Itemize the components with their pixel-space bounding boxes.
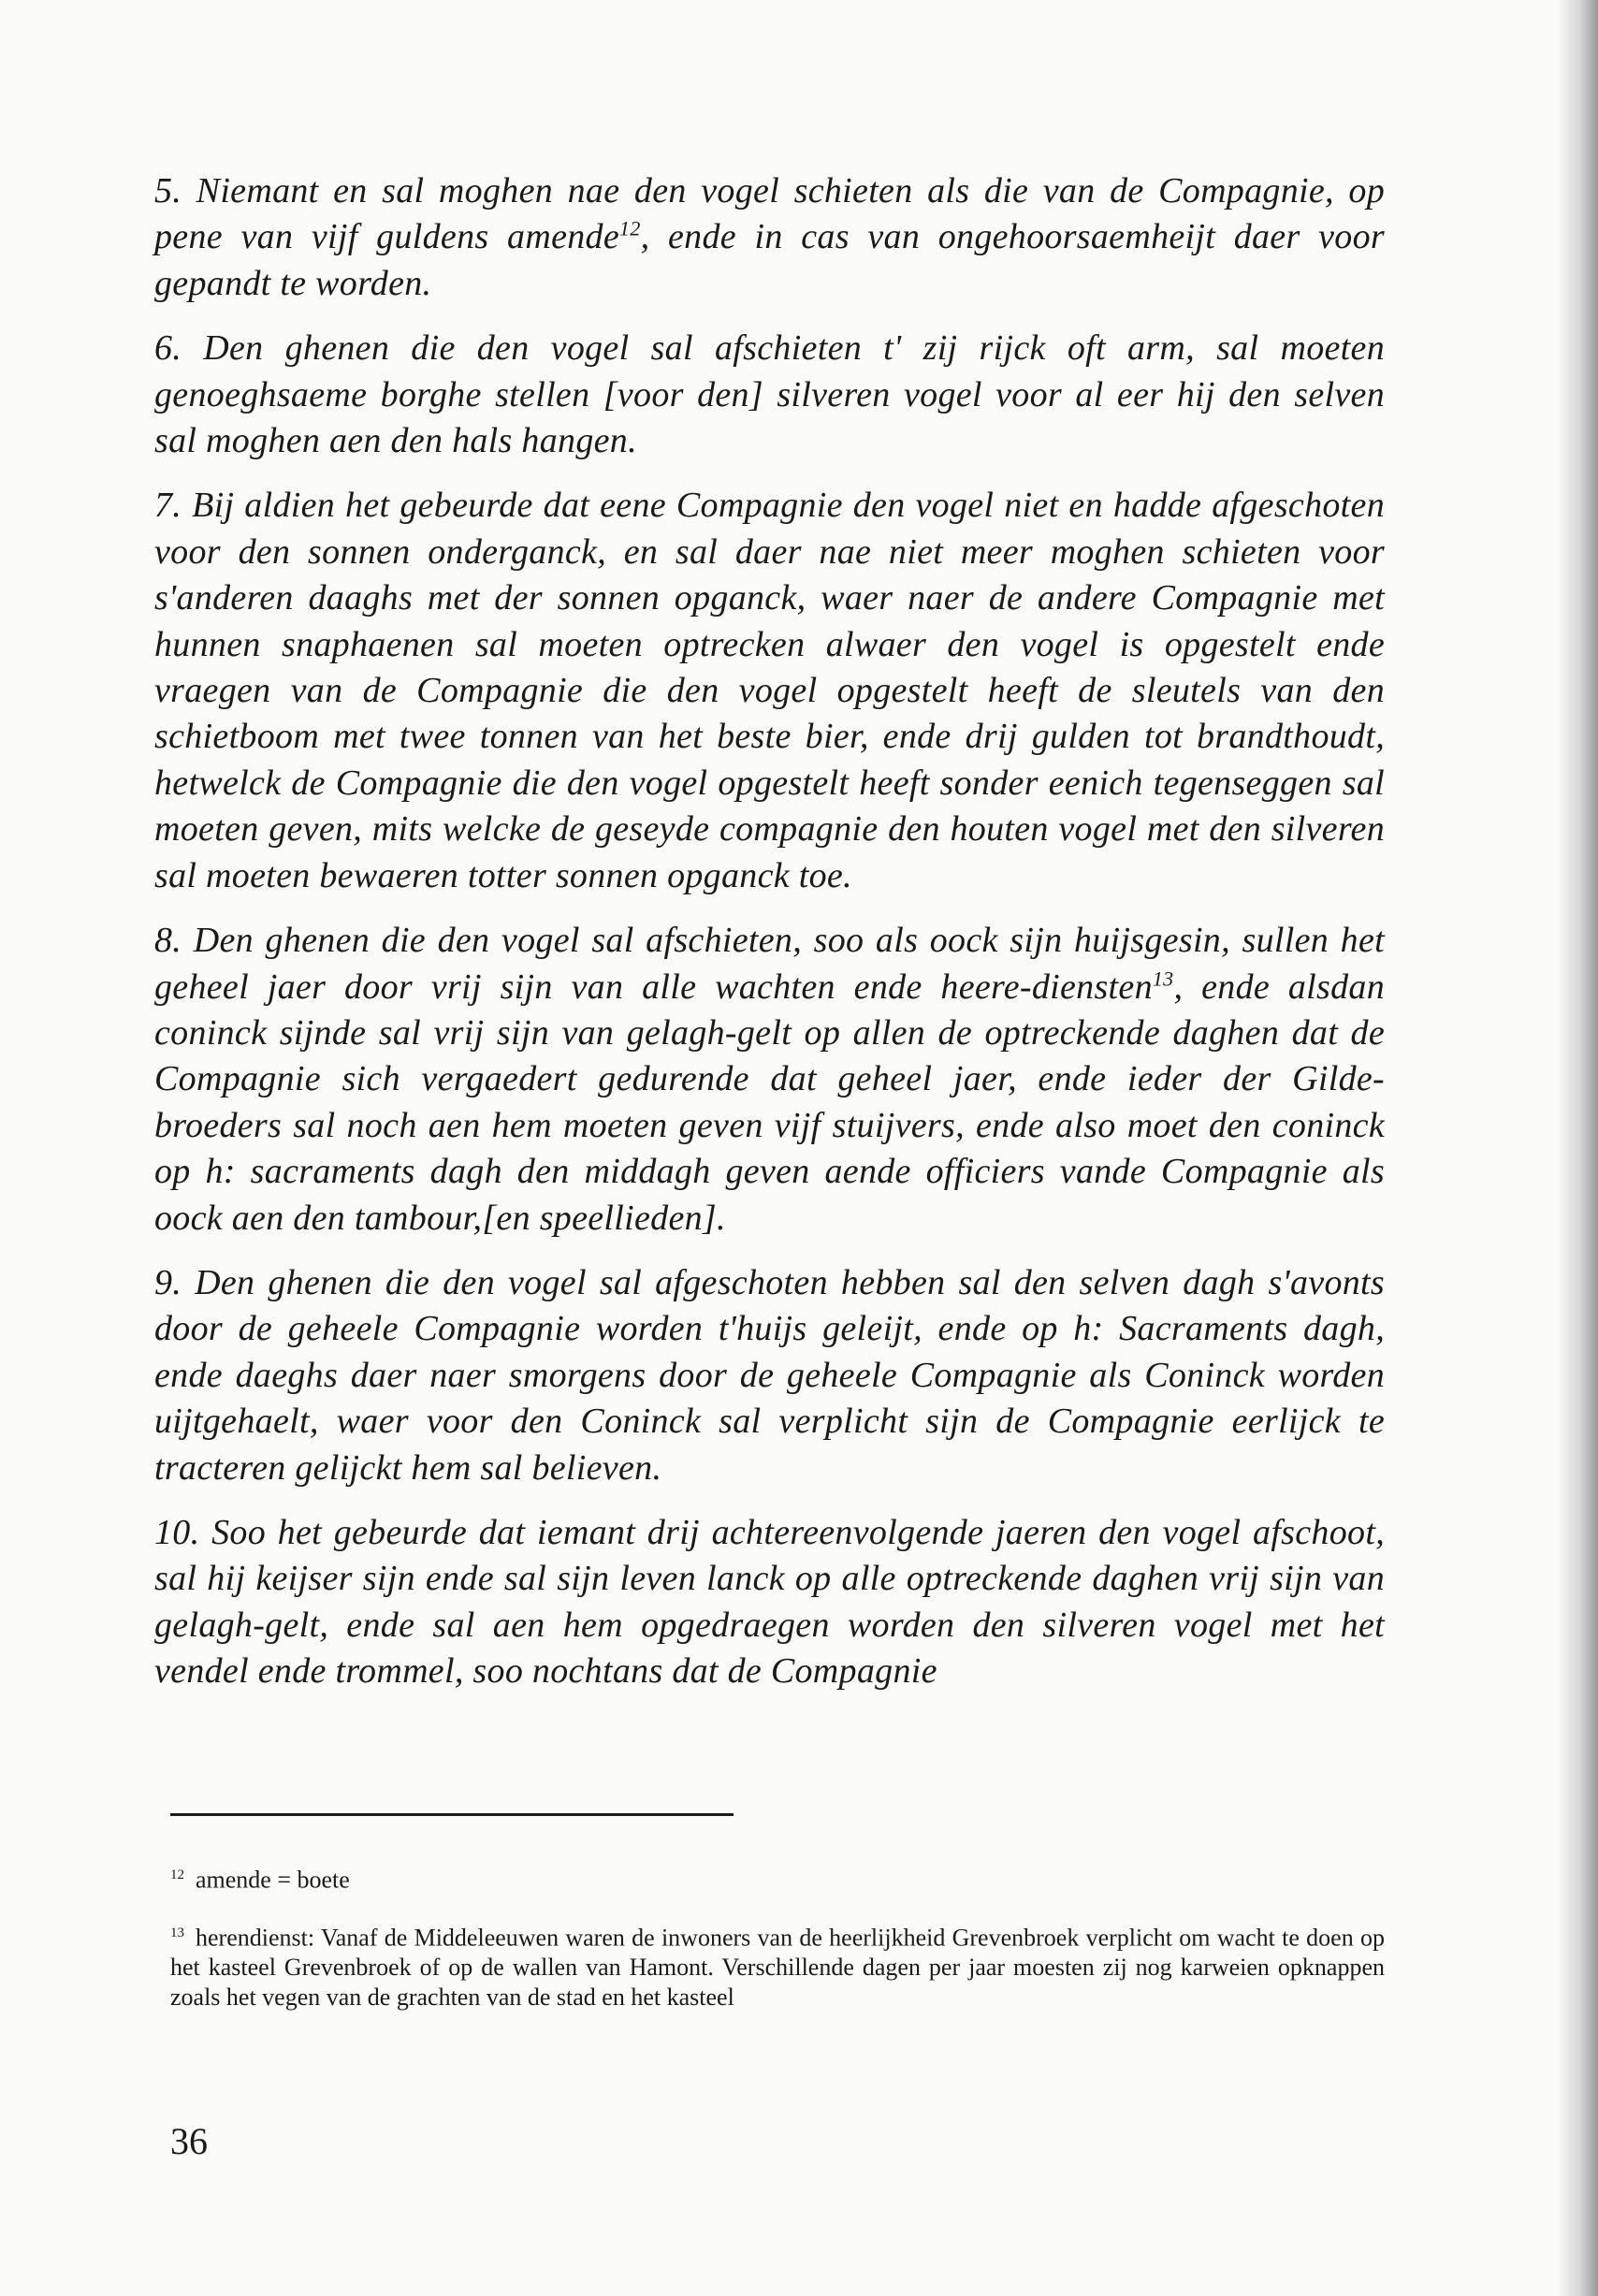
article-number: 7.	[154, 486, 182, 526]
article-number: 10.	[154, 1512, 200, 1552]
footnote-ref[interactable]: 13	[1152, 966, 1174, 990]
article-10	[154, 1510, 1385, 1695]
article-8	[154, 918, 1385, 1242]
page-edge-shadow	[1557, 0, 1598, 2296]
footnote-13	[170, 1918, 1385, 2013]
footnote-12	[170, 1860, 1385, 1896]
article-text: Soo het gebeurde dat iemant drij achtereenvolgende jaeren den vogel afschoot, sal hij keijser sijn ende sal sijn leven lanck op alle optreckende daghen vrij sijn van gelagh-gelt, ende sal aen hem opgedraegen worden den silveren vogel met het vendel ende trommel, soo nochtans dat de Compagnie	[154, 1512, 1385, 1692]
footnote-text: amende = boete	[196, 1866, 350, 1894]
article-number: 5.	[154, 171, 182, 211]
article-text-continued: , ende in cas van ongehoorsaemheijt daer voor gepandt te worden.	[154, 217, 1385, 303]
article-7	[154, 483, 1385, 899]
article-text: Den ghenen die den vogel sal afgeschoten hebben sal den selven dagh s'avonts door de geheele Compagnie worden t'huijs geleijt, ende op h: Sacraments dagh, ende daeghs daer naer smorgens door de geheele Compagnie als Coninck worden uijtgehaelt, waer voor den Coninck sal verplicht sijn de Compagnie eerlijck te tracteren gelijckt hem sal believen.	[154, 1262, 1385, 1488]
article-text: Niemant en sal moghen nae den vogel schieten als die van de Compagnie, op pene van vijf guldens amende	[154, 171, 1385, 257]
article-text: Den ghenen die den vogel sal afschieten, soo als oock sijn huijsgesin, sullen het geheel jaer door vrij sijn van alle wachten ende heere-diensten	[154, 921, 1385, 1007]
article-5	[154, 168, 1385, 307]
article-6	[154, 326, 1385, 464]
footnote-ref[interactable]: 12	[619, 216, 641, 240]
article-number: 8.	[154, 921, 182, 961]
page-number: 36	[170, 2120, 208, 2162]
footnotes	[170, 1860, 1385, 2035]
article-number: 9.	[154, 1262, 182, 1302]
article-text: Den ghenen die den vogel sal afschieten t' zij rijck oft arm, sal moeten genoeghsaeme borghe stellen [voor den] silveren vogel voor al eer hij den selven sal moghen aen den hals hangen.	[154, 328, 1385, 461]
article-9	[154, 1260, 1385, 1491]
article-text: Bij aldien het gebeurde dat eene Compagnie den vogel niet en hadde afgeschoten voor den sonnen onderganck, en sal daer nae niet meer moghen schieten voor s'anderen daaghs met der sonnen opganck, waer naer de andere Compagnie met hunnen snaphaenen sal moeten optrecken alwaer den vogel is opgestelt ende vraegen van de Compagnie die den vogel opgestelt heeft de sleutels van den schietboom met twee tonnen van het beste bier, ende drij gulden tot brandthoudt, hetwelck de Compagnie die den vogel opgestelt heeft sonder eenich tegenseggen sal moeten geven, mits welcke de geseyde compagnie den houten vogel met den silveren sal moeten bewaeren totter sonnen opganck toe.	[154, 486, 1385, 895]
footnote-text: herendienst: Vanaf de Middeleeuwen waren de inwoners van de heerlijkheid Grevenbroek verplicht om wacht te doen op het kasteel Grevenbroek of op de wallen van Hamont. Verschillende dagen per jaar moesten zij nog karweien opknappen zoals het vegen van de grachten van de stad en het kasteel	[170, 1924, 1385, 2012]
article-number: 6.	[154, 328, 182, 369]
main-text	[154, 168, 1385, 1714]
footnote-mark: 13	[170, 1925, 184, 1940]
footnote-mark: 12	[170, 1867, 184, 1882]
article-text-continued: , ende alsdan coninck sijnde sal vrij sijn van gelagh-gelt op allen de optreckende daghen dat de Compagnie sich vergaedert gedurende dat geheel jaer, ende ieder der Gilde-broeders sal noch aen hem moeten geven vijf stuijvers, ende also moet den coninck op h: sacraments dagh den middagh geven aende officiers vande Compagnie als oock aen den tambour,[en speellieden].	[154, 966, 1385, 1238]
footnote-divider	[170, 1813, 734, 1816]
